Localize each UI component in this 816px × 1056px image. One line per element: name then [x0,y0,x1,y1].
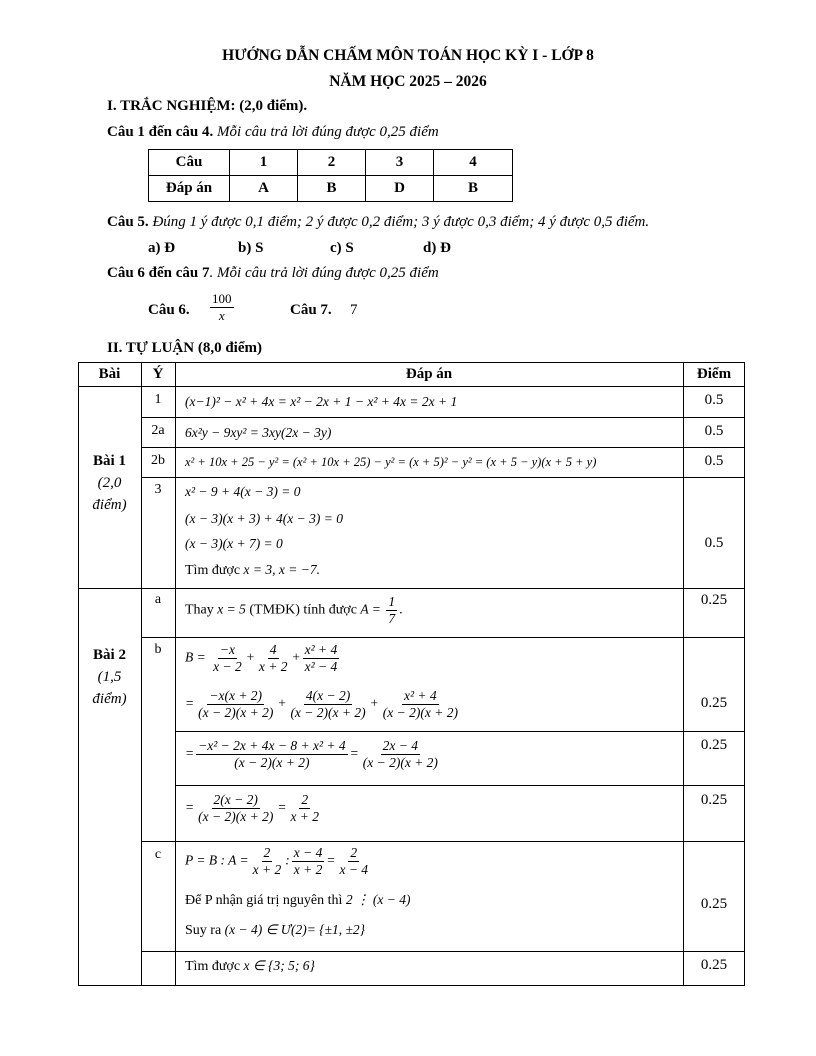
b-l1-lead: B = [185,649,206,665]
table-divider [141,447,745,448]
result-prefix: Tìm được [185,563,241,578]
b-l4-f2d: x + 2 [290,809,320,824]
b-l2-f1n: −x(x + 2) [209,688,263,703]
q5-note: Đúng 1 ý được 0,1 điểm; 2 ý được 0,2 điểm; 3 ý được 0,3 điểm; 4 ý được 0,5 điểm. [152,214,650,230]
q5-line [107,214,649,231]
bai2-a-numerator: 1 [388,594,396,609]
bai1-part1-score: 0.5 [704,392,724,408]
q7-answer: 7 [350,302,358,318]
bai2-b-line1: B = $\frac{-x}{x - 2}$ + $\frac{4}{x + 2}$ + $\frac{\text{x² + 4}}{\text{x² − 4}}$ [185,642,338,674]
q6-label: Câu 6. [148,302,190,318]
b-l1-f3n: x² + 4 [304,642,338,657]
c-l1-f3n: 2 [350,845,358,860]
table-divider [78,588,745,589]
col-header-y: Ý [152,366,164,382]
q6-answer [208,291,236,324]
bai2-ya: a [154,592,162,607]
bai2-a-denominator: 7 [388,611,396,626]
bai2-c-line4 [185,958,315,975]
result-math: x = 3, x = −7. [243,562,320,577]
bai2-b-line3 [185,738,442,771]
b-l2-f3d: (x − 2)(x + 2) [382,705,458,720]
question-number: 4 [434,150,513,176]
bai2-a-math1: x = 5 [217,601,246,617]
q1-4-note: Mỗi câu trả lời đúng được 0,25 điểm [217,124,439,140]
b-l1-f3d: x² − 4 [304,659,338,674]
bai2-title: Bài 2 [93,647,126,663]
bai2-a-solution: Thay x = 5 (TMĐK) tính được A = $\frac{1}{7}$ . [185,594,403,626]
bai1-part1-solution: (x−1)² − x² + 4x = x² − 2x + 1 − x² + 4x = 2x + 1 [185,394,458,409]
table-divider [141,841,745,842]
bai1-part2a-score: 0.5 [704,423,724,439]
b-l2-f3n: x² + 4 [404,688,437,703]
bai1-part3-line3: (x − 3)(x + 7) = 0 [185,536,283,551]
bai1-part2a-solution: 6x²y − 9xy² = 3xy(2x − 3y) [185,425,332,440]
b-l2-f2d: (x − 2)(x + 2) [290,705,366,720]
c-l1-op: : [285,852,290,868]
table-divider [175,362,176,986]
b-l1-f1n: −x [219,642,235,657]
bai1-title: Bài 1 [93,453,126,469]
q5-answer-b: b) S [238,240,264,256]
bai2-points-unit: điểm) [92,691,127,707]
bai2-b-score2: 0.25 [700,737,728,753]
answer-cell: B [434,176,513,202]
bai2-yb: b [154,642,162,657]
bai2-b-line4 [185,792,323,825]
c-l4-text: Tìm được [185,959,241,974]
bai2-a-math2: A = [360,601,381,617]
bai2-b-score1: 0.25 [700,695,728,711]
bai2-a-mid: (TMĐK) tính được [249,602,357,618]
q7-label: Câu 7. [290,302,332,318]
answer-table [148,149,513,202]
q6-7-line [107,265,439,282]
c-l1-f2n: x − 4 [293,845,323,860]
bai1-part3-result [185,562,320,579]
q6-7-label: Câu 6 đến câu 7 [107,265,210,281]
col-header-bai: Bài [98,366,121,382]
c-l3-text: Suy ra [185,923,222,938]
q6-denominator: x [218,308,225,323]
c-l3-math: (x − 4) ∈ Ư(2)= {±1, ±2} [224,922,366,937]
doc-subtitle: NĂM HỌC 2025 – 2026 [329,73,487,90]
b-l4-lead: = [185,799,195,815]
b-l3-f2d: (x − 2)(x + 2) [362,755,438,770]
bai2-c-line2 [185,892,410,909]
b-l1-f2d: x + 2 [258,659,288,674]
c-l1-lead: P = B : A = [185,852,249,868]
question-number: 3 [366,150,434,176]
b-l3-eq: = [349,745,359,761]
b-l4-f1n: 2(x − 2) [213,792,258,807]
bai2-points: (1,5 [97,669,122,685]
answer-table-header: Đáp án [149,176,230,202]
c-l1-eq: = [326,852,336,868]
answer-cell: A [230,176,298,202]
bai1-y1: 1 [154,392,162,407]
bai1-points: (2,0 [97,475,122,491]
bai1-y2a: 2a [151,423,165,438]
bai1-part3-line1: x² − 9 + 4(x − 3) = 0 [185,484,301,499]
answer-cell: B [298,176,366,202]
bai2-c-line3 [185,922,365,939]
b-l3-f2n: 2x − 4 [382,738,418,753]
c-l1-f2d: x + 2 [293,862,323,877]
b-l4-f2n: 2 [301,792,309,807]
q5-answer-d: d) Đ [423,240,451,256]
col-header-diem: Điểm [696,366,732,382]
b-l2-f1d: (x − 2)(x + 2) [198,705,274,720]
q1-4-line [107,124,439,141]
table-divider [141,477,745,478]
bai1-points-unit: điểm) [92,497,127,513]
bai1-part2b-solution: x² + 10x + 25 − y² = (x² + 10x + 25) − y² = (x + 5)² − y² = (x + 5 − y)(x + 5 + y) [185,455,597,469]
b-l2-lead: = [185,695,195,711]
question-number: 1 [230,150,298,176]
b-l2-f2n: 4(x − 2) [305,688,351,703]
q5-answer-a: a) Đ [148,240,176,256]
b-l1-f2n: 4 [269,642,277,657]
table-divider [141,417,745,418]
question-number: 2 [298,150,366,176]
b-l4-eq: = [277,799,287,815]
part2-heading: II. TỰ LUẬN (8,0 điểm) [107,340,263,356]
answer-cell: D [366,176,434,202]
bai2-yc: c [154,847,162,862]
c-l2-text: Để P nhận giá trị nguyên thì [185,893,343,908]
bai1-y3: 3 [154,482,162,497]
bai2-b-line2: = $\frac{-x(x + 2)}{(x - 2)(x + 2)}$ + $\frac{4(x - 2)}{(x - 2)(x + 2)}$ + $\frac{\text{x² + 4}}{(x - 2)(x + 2)}$ [185,688,458,720]
bai1-label [78,450,141,516]
table-divider [175,785,745,786]
bai1-part2b-score: 0.5 [704,453,724,469]
c-l1-f1d: x + 2 [252,862,282,877]
bai2-c-score1: 0.25 [700,896,728,912]
bai2-a-prefix: Thay [185,602,214,618]
table-divider [141,637,745,638]
q6-7-note: . Mỗi câu trả lời đúng được 0,25 điểm [209,265,439,281]
q5-label: Câu 5. [107,214,149,230]
table-divider [141,951,745,952]
b-l1-f1d: x − 2 [213,659,242,674]
b-l3-f1d: (x − 2)(x + 2) [234,755,310,770]
c-l4-math: x ∈ {3; 5; 6} [243,958,315,973]
c-l1-f3d: x − 4 [339,862,369,877]
table-divider [175,731,745,732]
b-l4-f1d: (x − 2)(x + 2) [198,809,274,824]
part1-heading: I. TRẮC NGHIỆM: (2,0 điểm). [107,98,308,114]
q5-answer-c: c) S [330,240,354,256]
doc-title: HƯỚNG DẪN CHẤM MÔN TOÁN HỌC KỲ I - LỚP 8 [222,47,594,64]
bai2-b-score3: 0.25 [700,792,728,808]
c-l2-math: 2 ⋮ (x − 4) [345,892,411,907]
col-header-dapan: Đáp án [405,366,453,382]
answer-table-header: Câu [149,150,230,176]
bai1-part3-line2: (x − 3)(x + 3) + 4(x − 3) = 0 [185,511,343,526]
answer-table-row-questions [149,150,513,176]
b-l3-f1n: −x² − 2x + 4x − 8 + x² + 4 [198,738,346,753]
table-divider [78,386,745,387]
bai2-c-line1 [185,845,372,878]
c-l1-f1n: 2 [263,845,271,860]
bai1-part3-score: 0.5 [704,535,724,551]
bai2-a-score: 0.25 [700,592,728,608]
bai2-label [78,644,141,710]
b-l3-lead: = [185,745,195,761]
bai1-y2b: 2b [151,453,165,468]
q1-4-label: Câu 1 đến câu 4. [107,124,214,140]
answer-table-row-answers [149,176,513,202]
bai2-c-score2: 0.25 [700,957,728,973]
q6-numerator: 100 [212,291,232,306]
